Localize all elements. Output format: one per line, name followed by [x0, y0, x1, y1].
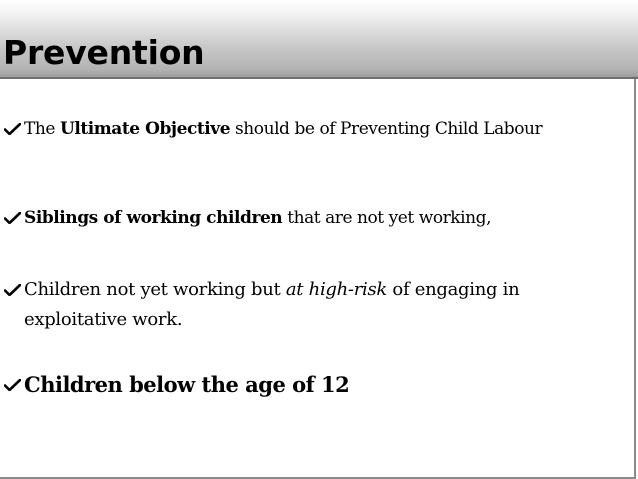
bullet-item — [4, 116, 616, 142]
bullet-text-part: Children below the age of 12 — [24, 372, 350, 397]
bullet-item — [4, 275, 616, 335]
check-mark-icon — [4, 284, 21, 296]
page-title: Prevention — [3, 33, 205, 72]
bullet-text-part: of engaging in exploitative work. — [24, 279, 520, 330]
bullet-text-part: that are not yet working, — [282, 208, 492, 228]
bullet-text-part: Ultimate Objective — [59, 119, 231, 139]
check-mark-icon — [4, 212, 21, 224]
check-mark-icon — [4, 379, 21, 391]
bullet-item — [4, 369, 616, 401]
bullet-text-part: Siblings of working children — [24, 208, 283, 228]
bullet-text-part: should be of Preventing Child Labour — [230, 119, 543, 139]
bullet-text-part: at high-risk — [285, 279, 387, 300]
bullet-item — [4, 205, 616, 231]
bullet-text-part: Children not yet working but — [24, 279, 286, 300]
check-mark-icon — [4, 123, 21, 135]
bullet-text-part: The — [24, 119, 60, 139]
